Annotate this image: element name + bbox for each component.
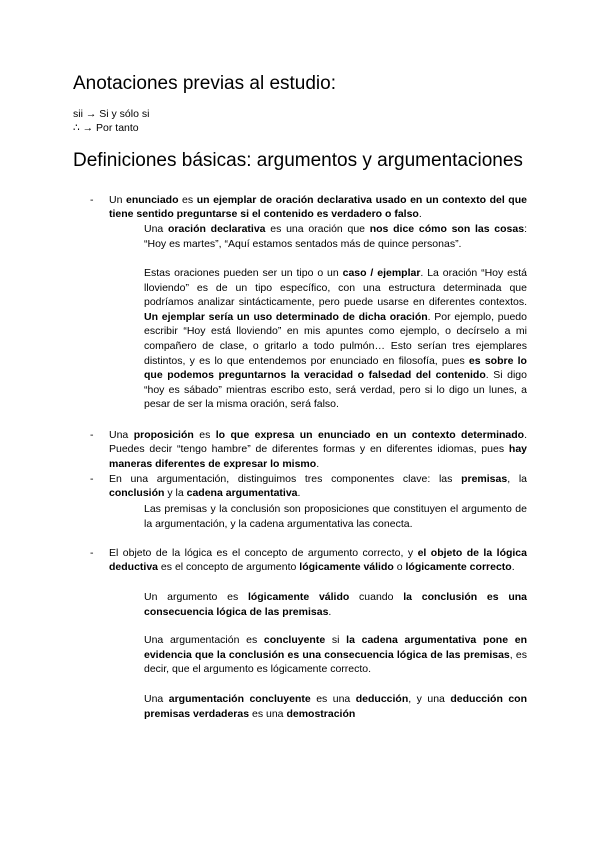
- bullet-dash: -: [90, 429, 94, 441]
- paragraph-concluyente: Una argumentación es concluyente si la cadena argumentativa pone en evidencia que la conclusión es una consecuencia lógica de las premisas, es decir, que el argumento es lógicamente correcto.: [144, 634, 528, 676]
- bullet-dash: -: [90, 473, 94, 485]
- paragraph-premisas-conclusion: Las premisas y la conclusión son proposiciones que constituyen el argumento de la argumentación, y la cadena argumentativa las conecta.: [144, 503, 527, 530]
- paragraph-objeto-logica: El objeto de la lógica es el concepto de argumento correcto, y el objeto de la lógica deductiva es el concepto de argumento lógicamente válido o lógicamente correcto.: [109, 547, 527, 574]
- paragraph-oracion-declarativa: Una oración declarativa es una oración que nos dice cómo son las cosas: “Hoy es martes”, “Aquí estamos sentados más de quince personas”.: [144, 223, 528, 250]
- paragraph-deduccion: Una argumentación concluyente es una deducción, y una deducción con premisas verdaderas es una demostración: [144, 693, 527, 720]
- bullet-dash: -: [90, 194, 94, 206]
- note-sii: sii → Si y sólo si: [73, 108, 150, 120]
- note-por-tanto: ∴ → Por tanto: [73, 122, 139, 134]
- paragraph-tipo-ejemplar: Estas oraciones pueden ser un tipo o un caso / ejemplar. La oración “Hoy está lloviendo” es de un tipo específico, con una estructura determinada que podríamos analizar sintácticamente, pero puede usarse en diferentes contextos. Un ejemplar sería un uso determinado de dicha oración. Por ejemplo, puedo escribir “Hoy está lloviendo” en mis apuntes como ejemplo, o decírselo a mi compañero de clase, o gritarlo a todo pulmón… Esto serían tres ejemplares distintos, y es lo que entendemos por enunciado en filosofía, pues es sobre lo que podemos preguntarnos la veracidad o falsedad del contenido. Si digo “hoy es sábado” mientras escribo esto, será verdad, pero si lo digo un lunes, a pesar de ser la misma oración, será falso.: [144, 267, 528, 411]
- heading-prior-notes: Anotaciones previas al estudio:: [73, 73, 336, 94]
- notes-list: [73, 107, 149, 135]
- paragraph-logicamente-valido: Un argumento es lógicamente válido cuando la conclusión es una consecuencia lógica de las premisas.: [144, 591, 527, 618]
- paragraph-proposicion: Una proposición es lo que expresa un enunciado en un contexto determinado. Puedes decir “tengo hambre” de diferentes formas y en diferentes idiomas, pues hay maneras diferentes de expresar lo mismo.: [109, 429, 527, 470]
- paragraph-argumentacion: En una argumentación, distinguimos tres componentes clave: las premisas, la conclusión y la cadena argumentativa.: [109, 473, 527, 500]
- bullet-dash: -: [90, 547, 94, 559]
- paragraph-enunciado: Un enunciado es un ejemplar de oración declarativa usado en un contexto del que tiene sentido preguntarse si el contenido es verdadero o falso.: [109, 194, 527, 221]
- heading-definitions: Definiciones básicas: argumentos y argumentaciones: [73, 150, 523, 171]
